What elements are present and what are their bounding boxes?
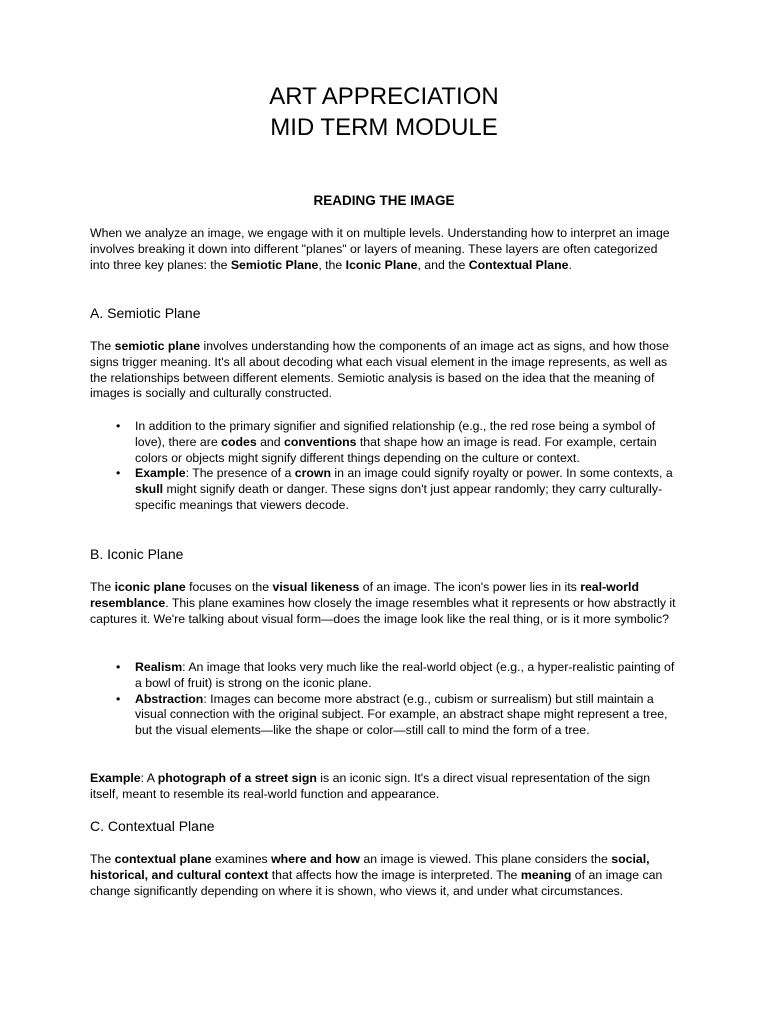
bullet-icon: • bbox=[116, 466, 121, 481]
heading-iconic-plane: B. Iconic Plane bbox=[90, 546, 184, 562]
bold-run: Abstraction bbox=[135, 691, 204, 706]
text-run: : The presence of a bbox=[185, 466, 295, 481]
bold-run: codes bbox=[221, 434, 257, 449]
text-run: When we analyze an image, we engage with it on multiple levels. Understanding how to interpret an image involves breaking it down into different "planes" or layers of meaning. These layers are often categorized into three key planes: the bbox=[90, 226, 670, 272]
bold-run: real-world resemblance bbox=[90, 580, 639, 610]
bold-run: Example bbox=[90, 771, 141, 785]
heading-contextual-plane: C. Contextual Plane bbox=[90, 818, 215, 834]
iconic-example-paragraph bbox=[90, 771, 680, 803]
iconic-bullet-list bbox=[90, 660, 680, 739]
text-run: focuses on the bbox=[185, 580, 273, 594]
bold-run: photograph of a street sign bbox=[157, 771, 317, 785]
list-item bbox=[90, 692, 680, 739]
contextual-paragraph bbox=[90, 852, 680, 899]
text-run: an image is viewed. This plane considers the bbox=[359, 852, 612, 866]
text-run: . bbox=[568, 257, 572, 272]
text-run: : Images can become more abstract (e.g., cubism or surrealism) but still maintain a visual connection with the original subject. For example, an abstract shape might represent a tree, but the visual elements—like the shape or color—still call to mind the form of a tree. bbox=[135, 691, 668, 738]
text-run: might signify death or danger. These signs don't just appear randomly; they carry culturally-specific meanings that viewers decode. bbox=[135, 482, 663, 512]
bold-run: meaning bbox=[520, 867, 572, 882]
text-run: In addition to the primary signifier and signified relationship (e.g., the red rose being a symbol of love), there are bbox=[135, 419, 656, 449]
text-run: : An image that looks very much like the real-world object (e.g., a hyper-realistic painting of a bowl of fruit) is strong on the iconic plane. bbox=[135, 660, 675, 690]
bold-run: conventions bbox=[284, 434, 357, 449]
list-item bbox=[90, 466, 680, 513]
bold-run: Contextual Plane bbox=[468, 257, 569, 272]
bullet-icon: • bbox=[116, 419, 121, 433]
text-run: : A bbox=[140, 771, 158, 785]
text-run: examines bbox=[211, 852, 272, 866]
bold-run: Example bbox=[135, 466, 186, 481]
semiotic-paragraph bbox=[90, 339, 680, 402]
bullet-icon: • bbox=[116, 691, 121, 706]
text-run: in an image could signify royalty or power. In some contexts, a bbox=[330, 466, 673, 481]
intro-paragraph bbox=[90, 226, 680, 273]
title-line-2: MID TERM MODULE bbox=[270, 114, 498, 141]
bold-run: visual likeness bbox=[272, 580, 360, 594]
text-run: that affects how the image is interpreted. The bbox=[268, 867, 521, 882]
text-run: The bbox=[90, 580, 115, 594]
text-run: and bbox=[256, 434, 285, 449]
bold-run: contextual plane bbox=[114, 852, 212, 866]
text-run: is an iconic sign. It's a direct visual representation of the sign itself, meant to resemble its real-world function and appearance. bbox=[90, 771, 651, 801]
text-run: The bbox=[90, 852, 115, 866]
semiotic-bullet-list bbox=[90, 419, 680, 514]
bold-run: iconic plane bbox=[114, 580, 186, 594]
bold-run: crown bbox=[294, 466, 331, 481]
text-run: involves understanding how the components of an image act as signs, and how those signs trigger meaning. It's all about decoding what each visual element in the image represents, as well as the relationships between different elements. Semiotic analysis is based on the idea that the meaning of images is socially and culturally constructed. bbox=[90, 339, 669, 401]
bullet-icon: • bbox=[116, 660, 121, 674]
bold-run: Realism bbox=[135, 660, 183, 674]
document-title bbox=[0, 81, 768, 143]
text-run: , and the bbox=[417, 257, 469, 272]
bold-run: social, historical, and cultural context bbox=[90, 852, 650, 882]
iconic-paragraph bbox=[90, 580, 680, 627]
list-item bbox=[90, 660, 680, 692]
list-item bbox=[90, 419, 680, 466]
text-run: . This plane examines how closely the image resembles what it represents or how abstractly it captures it. We're talking about visual form—does the image look like the real thing, or is it more symbolic? bbox=[90, 595, 676, 626]
bold-run: Iconic Plane bbox=[345, 257, 418, 272]
heading-semiotic-plane: A. Semiotic Plane bbox=[90, 305, 201, 321]
title-line-1: ART APPRECIATION bbox=[269, 83, 499, 110]
section-subtitle: READING THE IMAGE bbox=[313, 193, 455, 208]
bold-run: semiotic plane bbox=[114, 339, 201, 353]
bold-run: Semiotic Plane bbox=[230, 257, 319, 272]
bold-run: skull bbox=[135, 482, 164, 497]
text-run: that shape how an image is read. For example, certain colors or objects might signify different things depending on the culture or context. bbox=[135, 434, 657, 465]
text-run: The bbox=[90, 339, 115, 353]
text-run: of an image. The icon's power lies in its bbox=[359, 580, 581, 594]
text-run: , the bbox=[318, 257, 346, 272]
bold-run: where and how bbox=[271, 852, 360, 866]
text-run: of an image can change significantly depending on where it is shown, who views it, and under what circumstances. bbox=[90, 867, 663, 898]
